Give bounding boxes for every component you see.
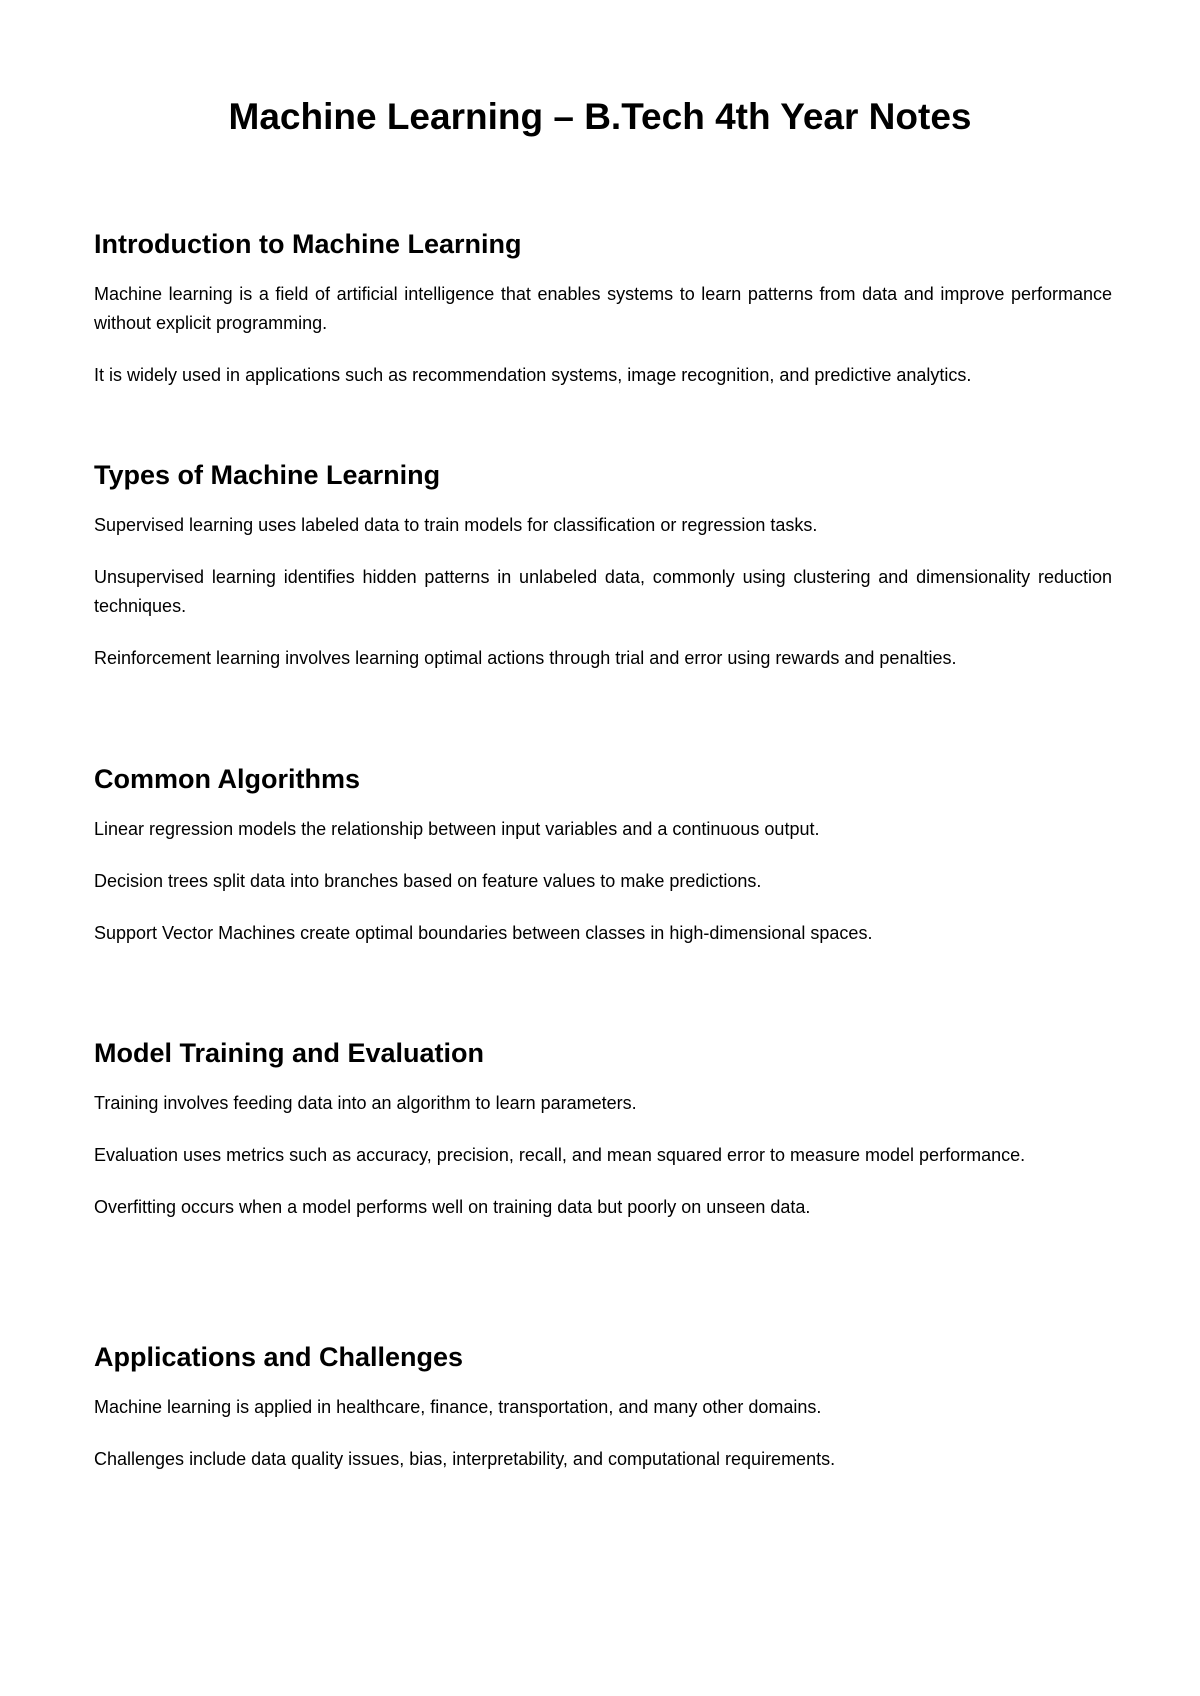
section-training-evaluation (94, 1037, 1112, 1222)
section-introduction (94, 228, 1112, 390)
document-title: Machine Learning – B.Tech 4th Year Notes (228, 96, 972, 137)
paragraph: Machine learning is a field of artificial intelligence that enables systems to learn patterns from data and improve performance without explicit programming. (94, 284, 1112, 333)
paragraph: Reinforcement learning involves learning optimal actions through trial and error using rewards and penalties. (94, 648, 957, 668)
paragraph: Evaluation uses metrics such as accuracy, precision, recall, and mean squared error to measure model performance. (94, 1145, 1026, 1165)
section-heading: Introduction to Machine Learning (94, 229, 522, 259)
paragraph: Support Vector Machines create optimal boundaries between classes in high-dimensional spaces. (94, 923, 873, 943)
paragraph: Supervised learning uses labeled data to train models for classification or regression tasks. (94, 515, 818, 535)
section-applications-challenges (94, 1341, 1112, 1474)
section-types (94, 459, 1112, 673)
paragraph: Challenges include data quality issues, bias, interpretability, and computational requirements. (94, 1449, 836, 1469)
paragraph: Linear regression models the relationship between input variables and a continuous output. (94, 819, 820, 839)
paragraph: Overfitting occurs when a model performs well on training data but poorly on unseen data. (94, 1197, 811, 1217)
section-heading: Applications and Challenges (94, 1342, 464, 1372)
paragraph: Unsupervised learning identifies hidden patterns in unlabeled data, commonly using clustering and dimensionality reduction techniques. (94, 567, 1112, 616)
section-algorithms (94, 763, 1112, 948)
section-heading: Common Algorithms (94, 764, 360, 794)
paragraph: Training involves feeding data into an algorithm to learn parameters. (94, 1093, 637, 1113)
paragraph: It is widely used in applications such as recommendation systems, image recognition, and predictive analytics. (94, 365, 972, 385)
paragraph: Machine learning is applied in healthcare, finance, transportation, and many other domains. (94, 1397, 822, 1417)
section-heading: Model Training and Evaluation (94, 1038, 485, 1068)
paragraph: Decision trees split data into branches based on feature values to make predictions. (94, 871, 762, 891)
section-heading: Types of Machine Learning (94, 460, 441, 490)
